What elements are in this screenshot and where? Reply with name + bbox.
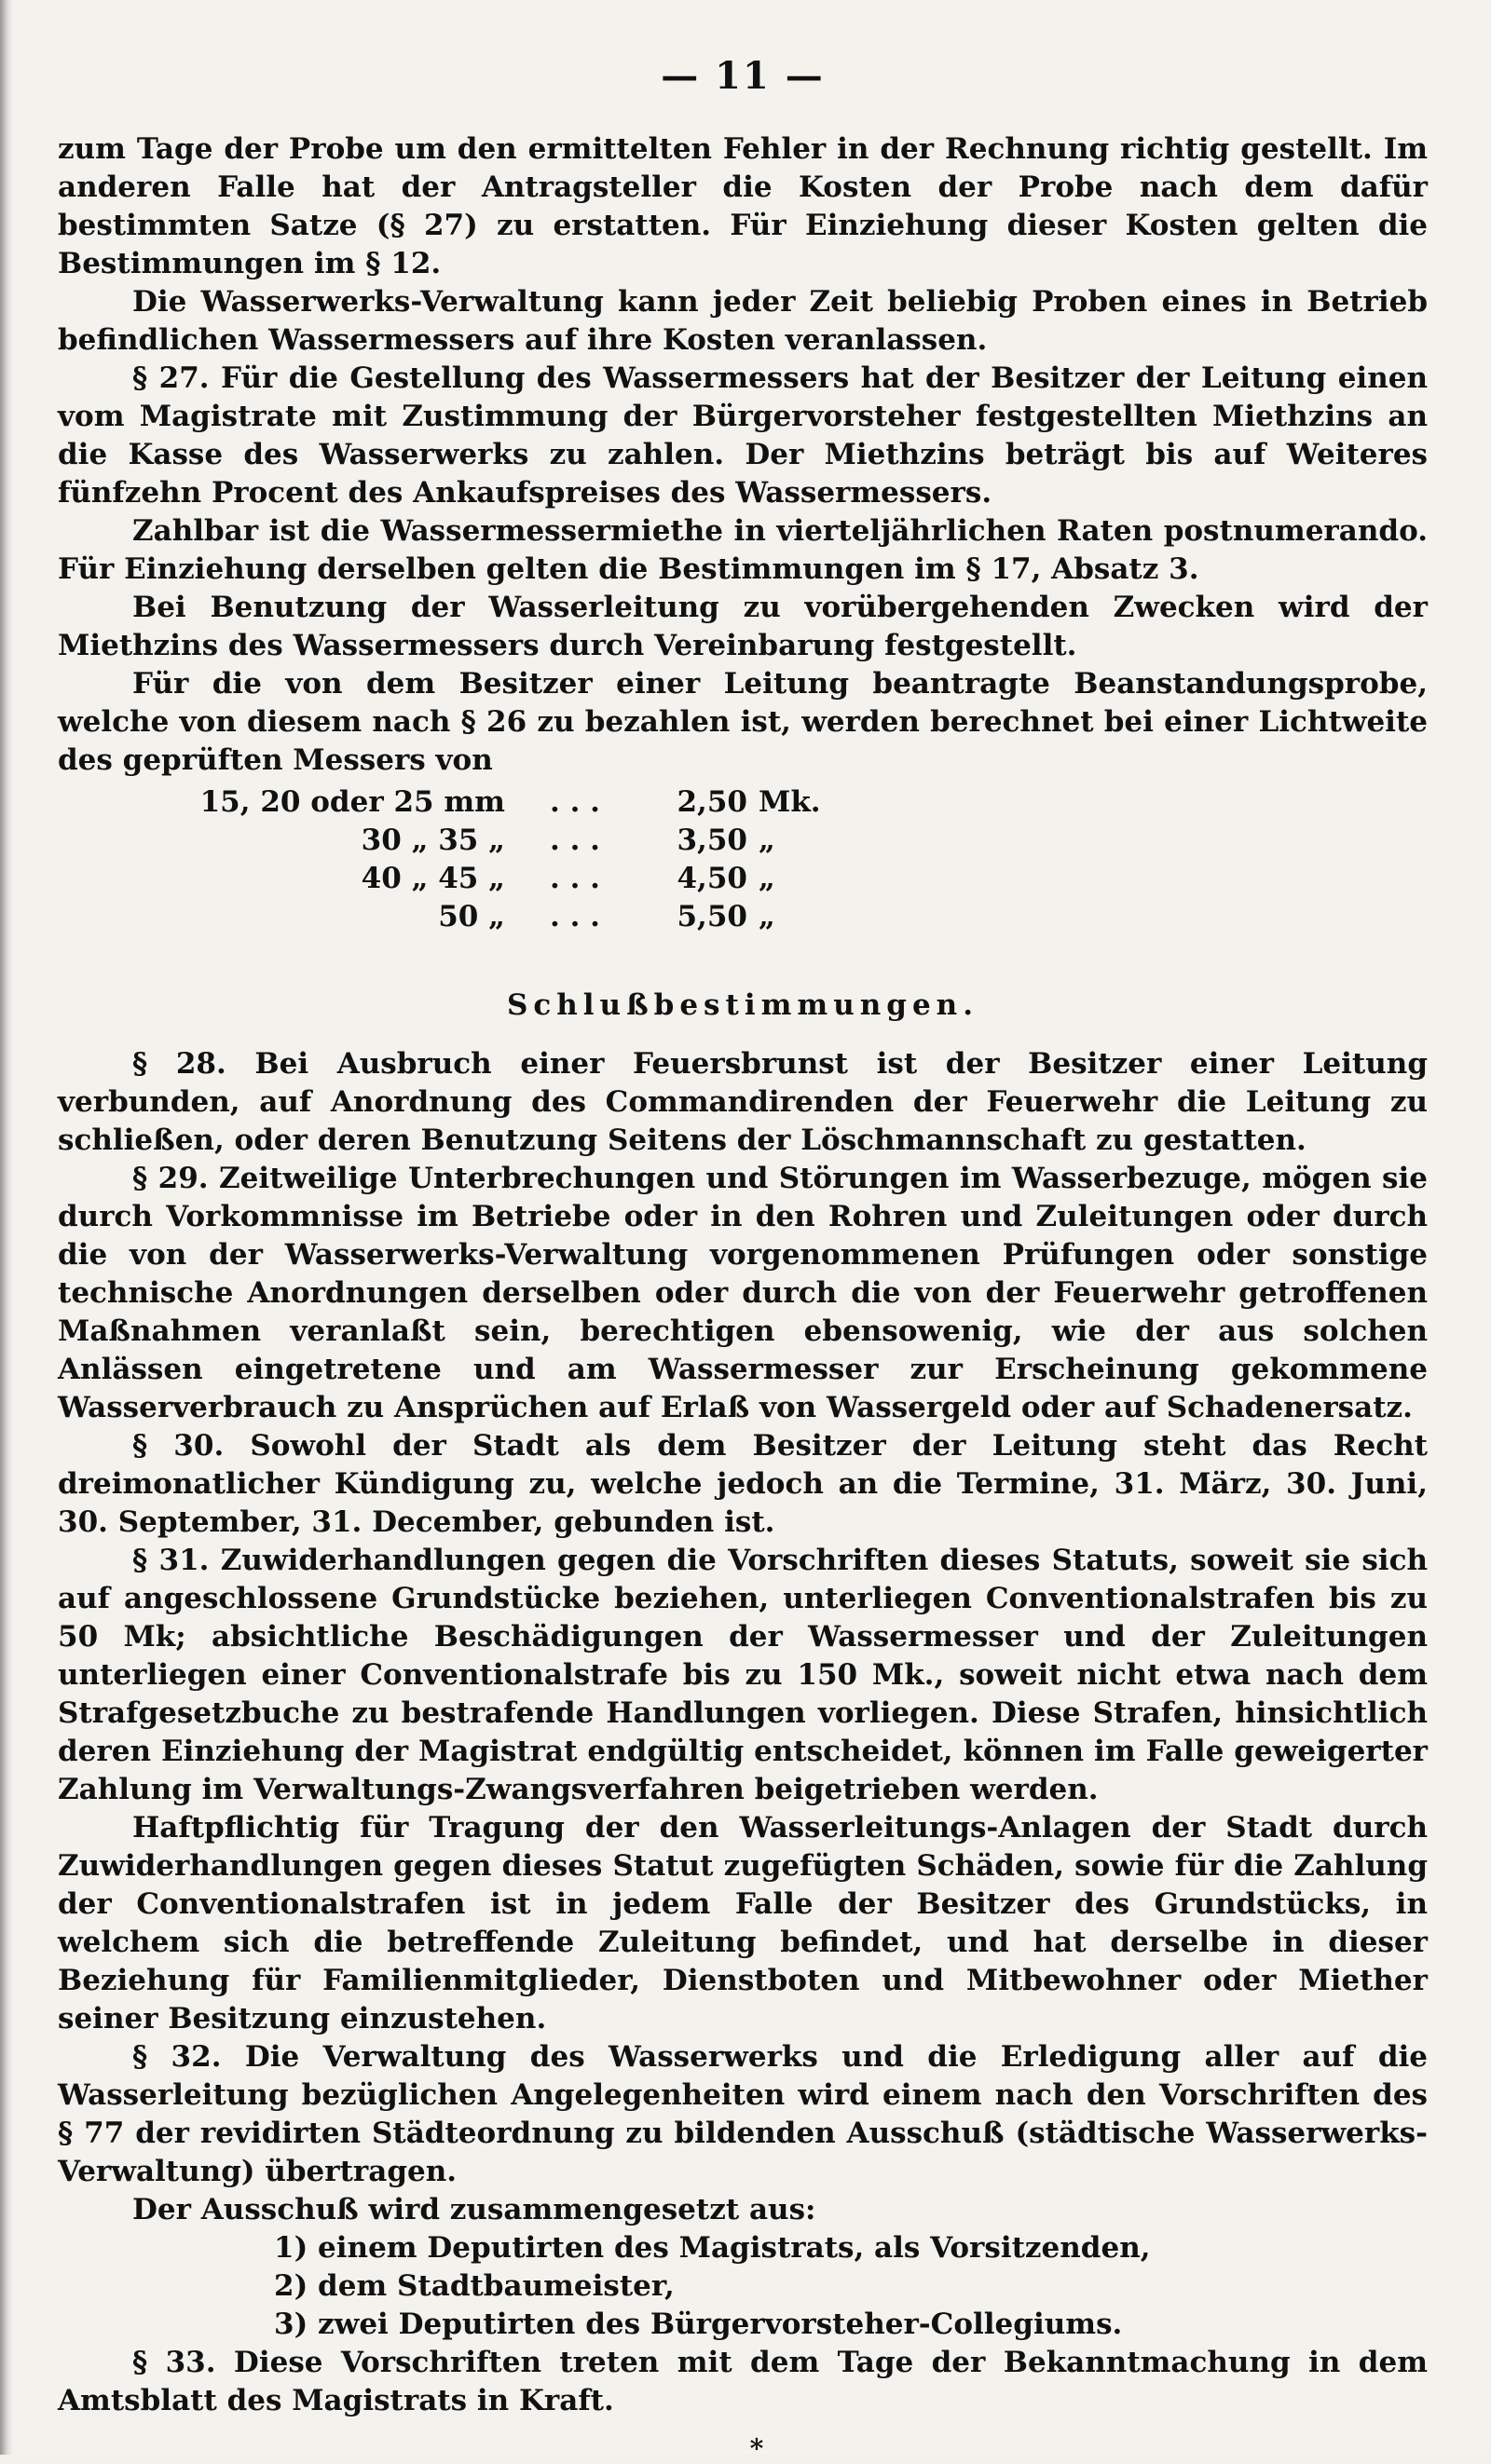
paragraph-section-27: § 27. Für die Gestellung des Wassermessers hat der Besitzer der Leitung einen vom Magistrate mit Zustimmung der Bürgervorsteher festgestellten Miethzins an die Kasse des Wasserwerks zu zahlen. Der Miethzins beträgt bis auf Weiteres fünfzehn Procent des Ankaufspreises des Wassermessers.: [58, 361, 1428, 510]
list-item: 1) einem Deputirten des Magistrats, als Vorsitzenden,: [274, 2231, 1151, 2265]
fee-unit: „: [759, 900, 775, 933]
fee-price: 3,50: [677, 824, 747, 857]
fee-size: 15, 20 oder 25 mm: [199, 785, 505, 819]
fee-dots: . . .: [550, 785, 600, 819]
list-item: 2) dem Stadtbaumeister,: [274, 2269, 675, 2303]
paragraph-section-29: § 29. Zeitweilige Unterbrechungen und Störungen im Wasserbezuge, mögen sie durch Vorkommnisse im Betriebe oder in den Rohren und Zuleitungen oder durch die von der Wasserwerks-Verwaltung vorgenommenen Prüfungen oder sonstige technische Anordnungen derselben oder durch die von der Feuerwehr getroffenen Maßnahmen veranlaßt sein, berechtigen ebensowenig, wie der aus solchen Anlässen eingetretene und am Wassermesser zur Erscheinung gekommene Wasserverbrauch zu Ansprüchen auf Erlaß von Wassergeld oder auf Schadenersatz.: [58, 1162, 1428, 1424]
top-paragraphs: [58, 130, 1428, 780]
fee-size: 30 „ 35 „: [361, 824, 505, 857]
section-title: Schlußbestimmungen.: [506, 988, 979, 1022]
paragraph-section-28: § 28. Bei Ausbruch einer Feuersbrunst ist der Besitzer einer Leitung verbunden, auf Anordnung des Commandirenden der Feuerwehr die Leitung zu schließen, oder deren Benutzung Seitens der Löschmannschaft zu gestatten.: [58, 1047, 1428, 1157]
fee-unit: „: [759, 824, 775, 857]
paragraph: Haftpflichtig für Tragung der den Wasserleitungs-Anlagen der Stadt durch Zuwiderhandlungen gegen dieses Statut zugefügten Schäden, sowie für die Zahlung der Conventionalstrafen ist in jedem Falle der Besitzer des Grundstücks, in welchem sich die betreffende Zuleitung befindet, und hat derselbe in dieser Beziehung für Familienmitglieder, Dienstboten und Mitbewohner oder Miether seiner Besitzung einzustehen.: [58, 1811, 1428, 2035]
paragraph-section-32: § 32. Die Verwaltung des Wasserwerks und die Erledigung aller auf die Wasserleitung bezüglichen Angelegenheiten wird einem nach den Vorschriften des § 77 der revidirten Städteordnung zu bildenden Ausschuß (städtische Wasserwerks-Verwaltung) übertragen.: [58, 2040, 1428, 2188]
committee-list: [58, 2229, 1428, 2344]
fee-dots: . . .: [550, 900, 600, 933]
fee-price: 4,50: [677, 862, 747, 895]
fee-unit: „: [759, 862, 775, 895]
bottom-paragraphs: [58, 1045, 1428, 2229]
list-item: 3) zwei Deputirten des Bürgervorsteher-Collegiums.: [274, 2307, 1123, 2341]
fee-price: 2,50: [677, 785, 747, 819]
paragraph: Die Wasserwerks-Verwaltung kann jeder Zeit beliebig Proben eines in Betrieb befindlichen Wassermessers auf ihre Kosten veranlassen.: [58, 285, 1428, 357]
fee-dots: . . .: [550, 862, 600, 895]
paragraph: Bei Benutzung der Wasserleitung zu vorübergehenden Zwecken wird der Miethzins des Wassermessers durch Vereinbarung festgestellt.: [58, 591, 1428, 662]
fee-row: [58, 783, 1428, 822]
fee-unit: Mk.: [759, 785, 821, 819]
fee-size: 40 „ 45 „: [361, 862, 505, 895]
paragraph: Zahlbar ist die Wassermessermiethe in vierteljährlichen Raten postnumerando. Für Einziehung derselben gelten die Bestimmungen im § 17, Absatz 3.: [58, 514, 1428, 586]
page-number: — 11 —: [661, 54, 825, 98]
fee-row: [58, 822, 1428, 860]
end-mark: *: [749, 2433, 764, 2464]
fee-table: [58, 783, 1428, 936]
fee-dots: . . .: [550, 824, 600, 857]
paragraph: zum Tage der Probe um den ermittelten Fehler in der Rechnung richtig gestellt. Im anderen Falle hat der Antragsteller die Kosten der Probe nach dem dafür bestimmten Satze (§ 27) zu erstatten. Für Einziehung dieser Kosten gelten die Bestimmungen im § 12.: [58, 132, 1428, 280]
paragraph-section-31: § 31. Zuwiderhandlungen gegen die Vorschriften dieses Statuts, soweit sie sich auf angeschlossene Grundstücke beziehen, unterliegen Conventionalstrafen bis zu 50 Mk; absichtliche Beschädigungen der Wassermesser und der Zuleitungen unterliegen einer Conventionalstrafe bis zu 150 Mk., soweit nicht etwa nach dem Strafgesetzbuche zu bestrafende Handlungen vorliegen. Diese Strafen, hinsichtlich deren Einziehung der Magistrat endgültig entscheidet, können im Falle geweigerter Zahlung im Verwaltungs-Zwangsverfahren beigetrieben werden.: [58, 1544, 1428, 1806]
paragraph: Für die von dem Besitzer einer Leitung beantragte Beanstandungsprobe, welche von diesem nach § 26 zu bezahlen ist, werden berechnet bei einer Lichtweite des geprüften Messers von: [58, 667, 1428, 777]
paragraph-section-33: § 33. Diese Vorschriften treten mit dem Tage der Bekanntmachung in dem Amtsblatt des Magistrats in Kraft.: [58, 2346, 1428, 2417]
paragraph: Der Ausschuß wird zusammengesetzt aus:: [132, 2193, 816, 2226]
fee-row: [58, 898, 1428, 936]
fee-price: 5,50: [677, 900, 747, 933]
fee-size: 50 „: [438, 900, 505, 933]
fee-row: [58, 860, 1428, 898]
paragraph-section-30: § 30. Sowohl der Stadt als dem Besitzer der Leitung steht das Recht dreimonatlicher Kündigung zu, welche jedoch an die Termine, 31. März, 30. Juni, 30. September, 31. December, gebunden ist.: [58, 1429, 1428, 1539]
